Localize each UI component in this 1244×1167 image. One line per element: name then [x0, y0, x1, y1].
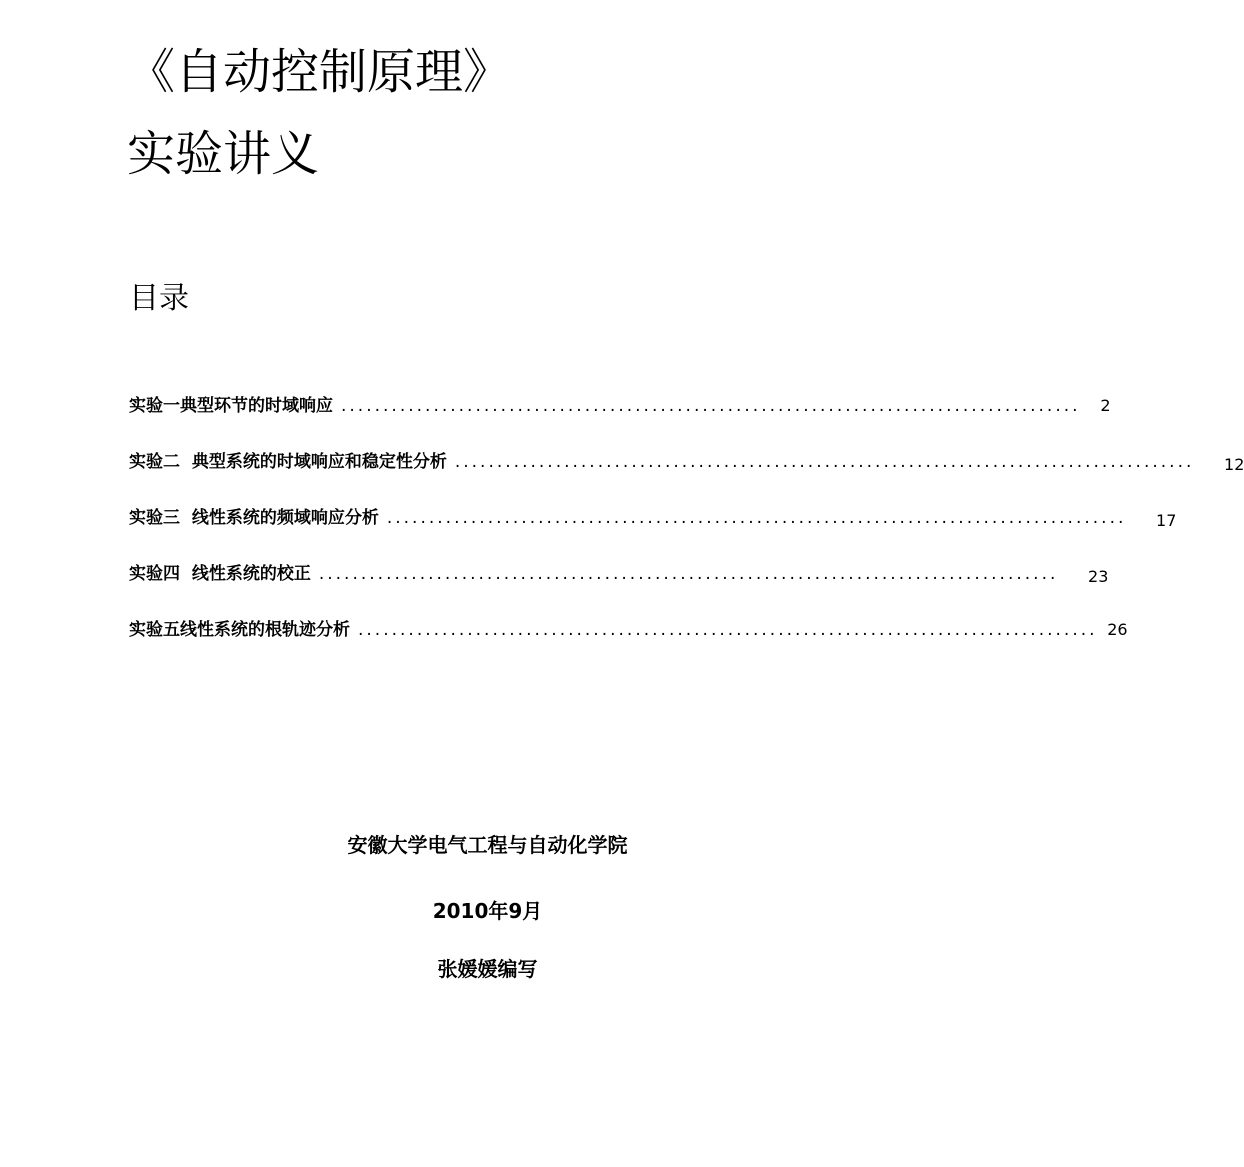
toc-entry-1[interactable]: [129, 390, 1111, 446]
document-title: 《自动控制原理》: [127, 44, 512, 100]
toc-entry-2[interactable]: [129, 446, 1244, 502]
toc-heading: 目录: [129, 281, 189, 316]
toc-entry-page: 2: [1100, 396, 1111, 415]
toc-entry-label: 实验五线性系统的根轨迹分析: [129, 620, 350, 640]
toc-entry-page: 12: [1224, 455, 1244, 474]
toc-leader-dots: ........................................................................................: [341, 396, 1081, 416]
toc-entry-page: 26: [1107, 620, 1128, 639]
toc-entry-label: 实验二 典型系统的时域响应和稳定性分析: [129, 452, 447, 472]
document-subtitle: 实验讲义: [127, 126, 320, 182]
toc-entry-5[interactable]: [129, 614, 1128, 670]
author-line: 张媛媛编写: [437, 957, 538, 981]
toc-entry-label: 实验三 线性系统的频域响应分析: [129, 508, 379, 528]
toc-entry-label: 实验一典型环节的时域响应: [129, 396, 333, 416]
toc-leader-dots: ........................................................................................: [358, 620, 1098, 640]
toc-entry-page: 23: [1088, 567, 1109, 586]
toc-leader-dots: ........................................................................................: [318, 564, 1059, 584]
toc-entry-label: 实验四 线性系统的校正: [129, 564, 311, 584]
toc-leader-dots: ........................................................................................: [454, 452, 1195, 472]
toc-leader-dots: ........................................................................................: [386, 508, 1127, 528]
toc-entry-3[interactable]: [129, 502, 1177, 558]
institution-name: 安徽大学电气工程与自动化学院: [347, 833, 628, 857]
publication-date: 2010年9月: [432, 899, 543, 923]
toc-entry-page: 17: [1156, 511, 1177, 530]
table-of-contents: [129, 390, 1244, 670]
toc-entry-4[interactable]: [129, 558, 1109, 614]
